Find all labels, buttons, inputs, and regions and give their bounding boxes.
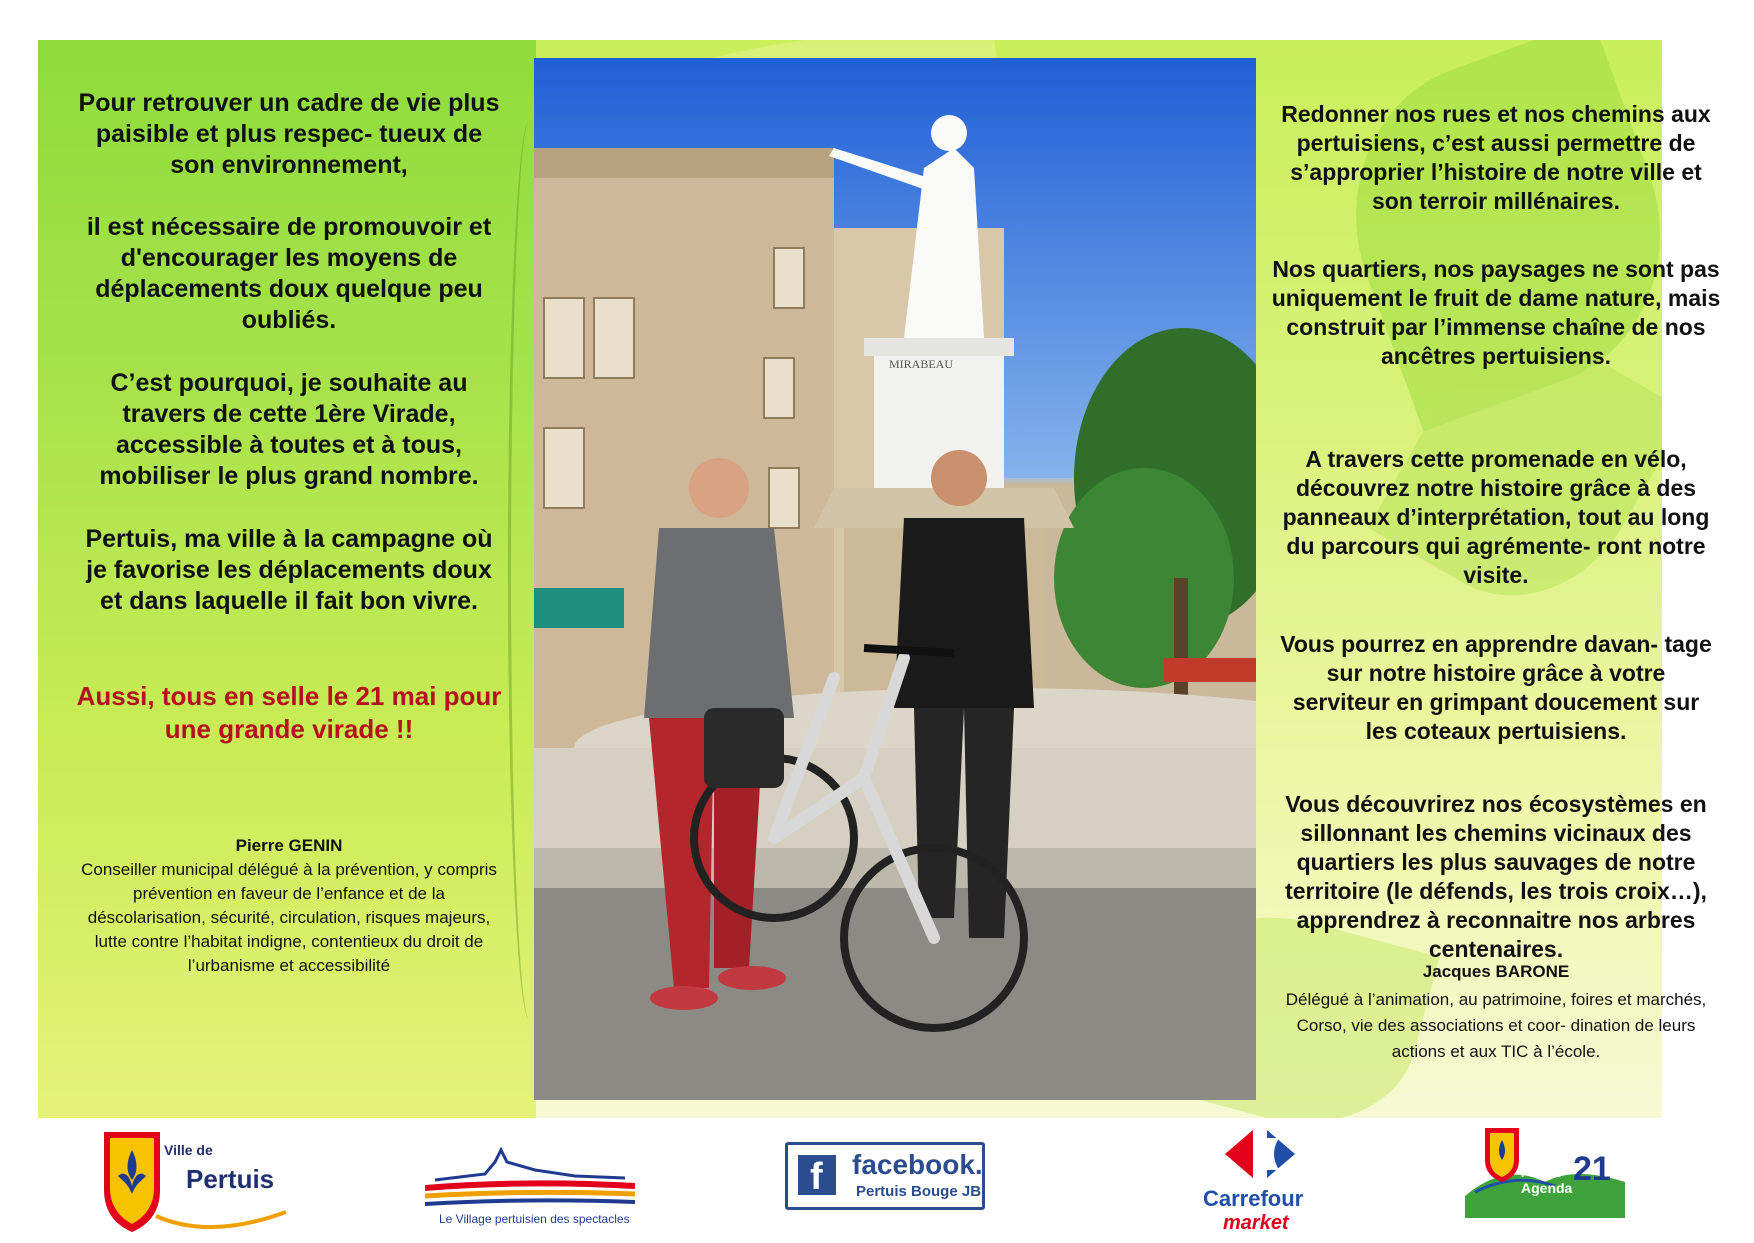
main-photo [534, 58, 1256, 1100]
sponsor-logos-bar [0, 1118, 1754, 1240]
logo-village-spectacles [425, 1140, 635, 1232]
photo-illustration [534, 58, 1256, 1100]
carrefour-sub: market [1223, 1212, 1289, 1234]
right-signature-role: Délégué à l’animation, au patrimoine, foires et marchés, Corso, vie des associations et coor- dination de leurs actions et aux TIC à l’école. [1285, 990, 1707, 1061]
logo-agenda-21 [1465, 1122, 1625, 1218]
logo-ville-de-pertuis [100, 1120, 290, 1238]
facebook-title: facebook. [852, 1149, 983, 1180]
right-paragraph-4: Vous pourrez en apprendre davan- tage sur notre histoire grâce à votre serviteur en grimpant doucement sur les coteaux pertuisiens. [1280, 631, 1712, 744]
carrefour-icon [1195, 1124, 1325, 1184]
right-paragraph-5: Vous découvrirez nos écosystèmes en sillonnant les chemins vicinaux des quartiers les plus sauvages de notre territoire (le défends, les trois croix…), apprendrez à reconnaitre nos arbres centenaires. [1285, 791, 1707, 962]
right-paragraph-1: Redonner nos rues et nos chemins aux pertuisiens, c’est aussi permettre de s’approprier l’histoire de notre ville et son terroir millénaires. [1281, 101, 1711, 214]
carrefour-name: Carrefour [1203, 1186, 1304, 1211]
statue-plaque: MIRABEAU [889, 357, 954, 371]
left-paragraph-2: il est nécessaire de promouvoir et d'encourager les moyens de déplacements doux quelque peu oubliés. [86, 213, 492, 334]
facebook-subtitle: Pertuis Bouge JB [856, 1183, 982, 1200]
left-paragraph-4: Pertuis, ma ville à la campagne où je favorise les déplacements doux et dans laquelle il fait bon vivre. [85, 525, 493, 615]
agenda-pertuis: Pertuis [1521, 1166, 1562, 1180]
logo-facebook[interactable] [785, 1142, 985, 1210]
left-highlight-callout: Aussi, tous en selle le 21 mai pour une grande virade !! [76, 681, 502, 744]
left-paragraph-1: Pour retrouver un cadre de vie plus paisible et plus respec- tueux de son environnement, [78, 89, 500, 179]
logo-ville-big: Pertuis [186, 1164, 275, 1194]
logo-carrefour-market [1195, 1124, 1325, 1236]
agenda-word: Agenda [1521, 1180, 1573, 1196]
left-paragraph-3: C’est pourquoi, je souhaite au travers de cette 1ère Virade, accessible à toutes et à tous, mobiliser le plus grand nombre. [99, 369, 479, 490]
left-signature-role: Conseiller municipal délégué à la prévention, y compris prévention en faveur de l’enfance et de la déscolarisation, sécurité, circulation, risques majeurs, lutte contre l’habitat indigne, contentieux du droit de l’urbanisme et accessibilité [81, 860, 497, 975]
village-skyline-icon [425, 1140, 635, 1210]
right-paragraph-2: Nos quartiers, nos paysages ne sont pas uniquement le fruit de dame nature, mais construit par l’immense chaîne de nos ancêtres pertuisiens. [1271, 256, 1721, 369]
facebook-f-icon: f [798, 1155, 836, 1195]
left-signature-name: Pierre GENIN [235, 836, 343, 855]
right-paragraph-3: A travers cette promenade en vélo, découvrez notre histoire grâce à des panneaux d’interprétation, tout au long du parcours qui agrémente- ront notre visite. [1282, 446, 1710, 588]
village-caption: Le Village pertuisien des spectacles [439, 1212, 630, 1226]
right-signature-name: Jacques BARONE [1422, 962, 1570, 981]
logo-ville-small: Ville de [164, 1142, 213, 1158]
agenda-number: 21 [1573, 1150, 1611, 1188]
